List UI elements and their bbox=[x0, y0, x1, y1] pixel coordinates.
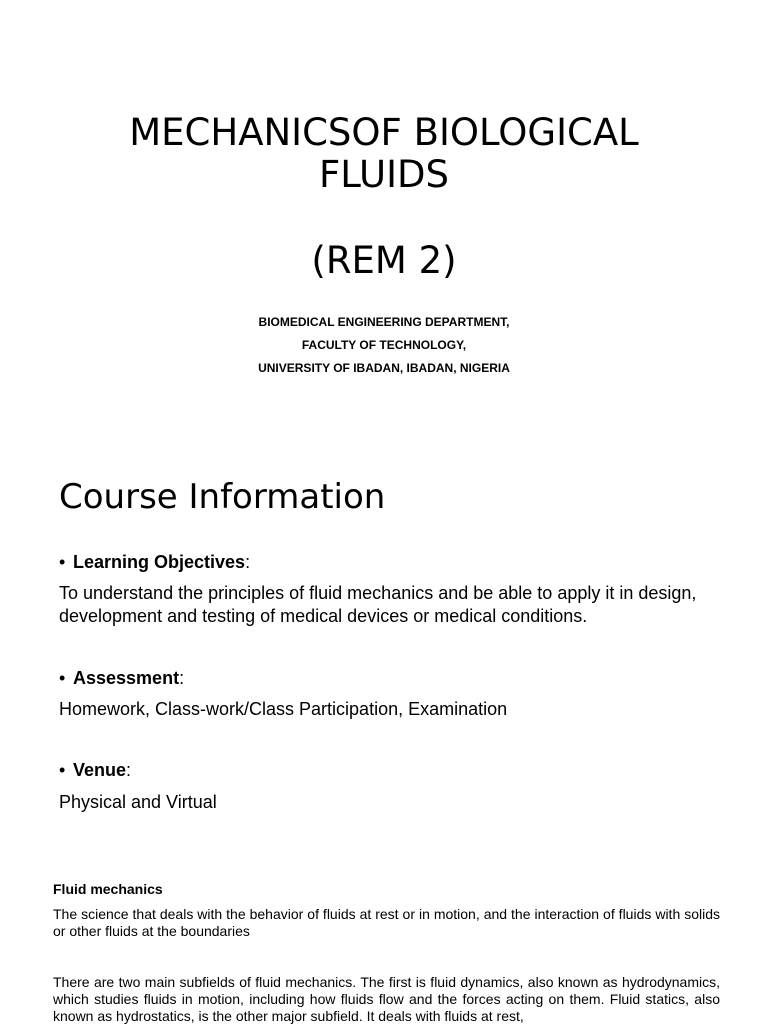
faculty-line: FACULTY OF TECHNOLOGY, bbox=[301, 338, 467, 352]
venue-text: Physical and Virtual bbox=[59, 792, 217, 812]
bullet-icon: • bbox=[59, 552, 66, 572]
bullet-icon: • bbox=[59, 668, 66, 688]
learning-objectives-text: To understand the principles of fluid mechanics and be able to apply it in design, development and testing of medical devices or medical conditions. bbox=[59, 583, 697, 626]
learning-objectives-label: Learning Objectives bbox=[73, 552, 246, 572]
label-colon: : bbox=[179, 668, 185, 688]
title-line-1: MECHANICSOF BIOLOGICAL bbox=[129, 111, 639, 154]
slide-title bbox=[0, 112, 768, 196]
label-colon: : bbox=[126, 760, 132, 780]
assessment-label: Assessment bbox=[73, 668, 180, 688]
course-code: (REM 2) bbox=[311, 239, 457, 282]
assessment-bullet bbox=[59, 667, 184, 689]
fluid-mechanics-subfields: There are two main subfields of fluid mechanics. The first is fluid dynamics, also known as hydrodynamics, which studies fluids in motion, including how fluids flow and the forces acting on them. Fluid statics, also known as hydrostatics, is the other major subfield. It deals with fluids at rest, bbox=[53, 974, 720, 1024]
department-block bbox=[0, 311, 768, 380]
bullet-icon: • bbox=[59, 760, 66, 780]
title-line-2: FLUIDS bbox=[318, 153, 450, 196]
assessment-text: Homework, Class-work/Class Participation, Examination bbox=[59, 699, 508, 719]
learning-objectives-bullet bbox=[59, 551, 250, 573]
course-information-heading: Course Information bbox=[59, 477, 386, 517]
label-colon: : bbox=[245, 552, 251, 572]
venue-label: Venue bbox=[73, 760, 127, 780]
fluid-mechanics-heading: Fluid mechanics bbox=[53, 881, 163, 897]
university-line: UNIVERSITY OF IBADAN, IBADAN, NIGERIA bbox=[258, 361, 510, 375]
venue-bullet bbox=[59, 759, 131, 781]
fluid-mechanics-definition: The science that deals with the behavior of fluids at rest or in motion, and the interaction of fluids with solids or other fluids at the boundaries bbox=[53, 906, 720, 939]
department-line: BIOMEDICAL ENGINEERING DEPARTMENT, bbox=[258, 315, 510, 329]
